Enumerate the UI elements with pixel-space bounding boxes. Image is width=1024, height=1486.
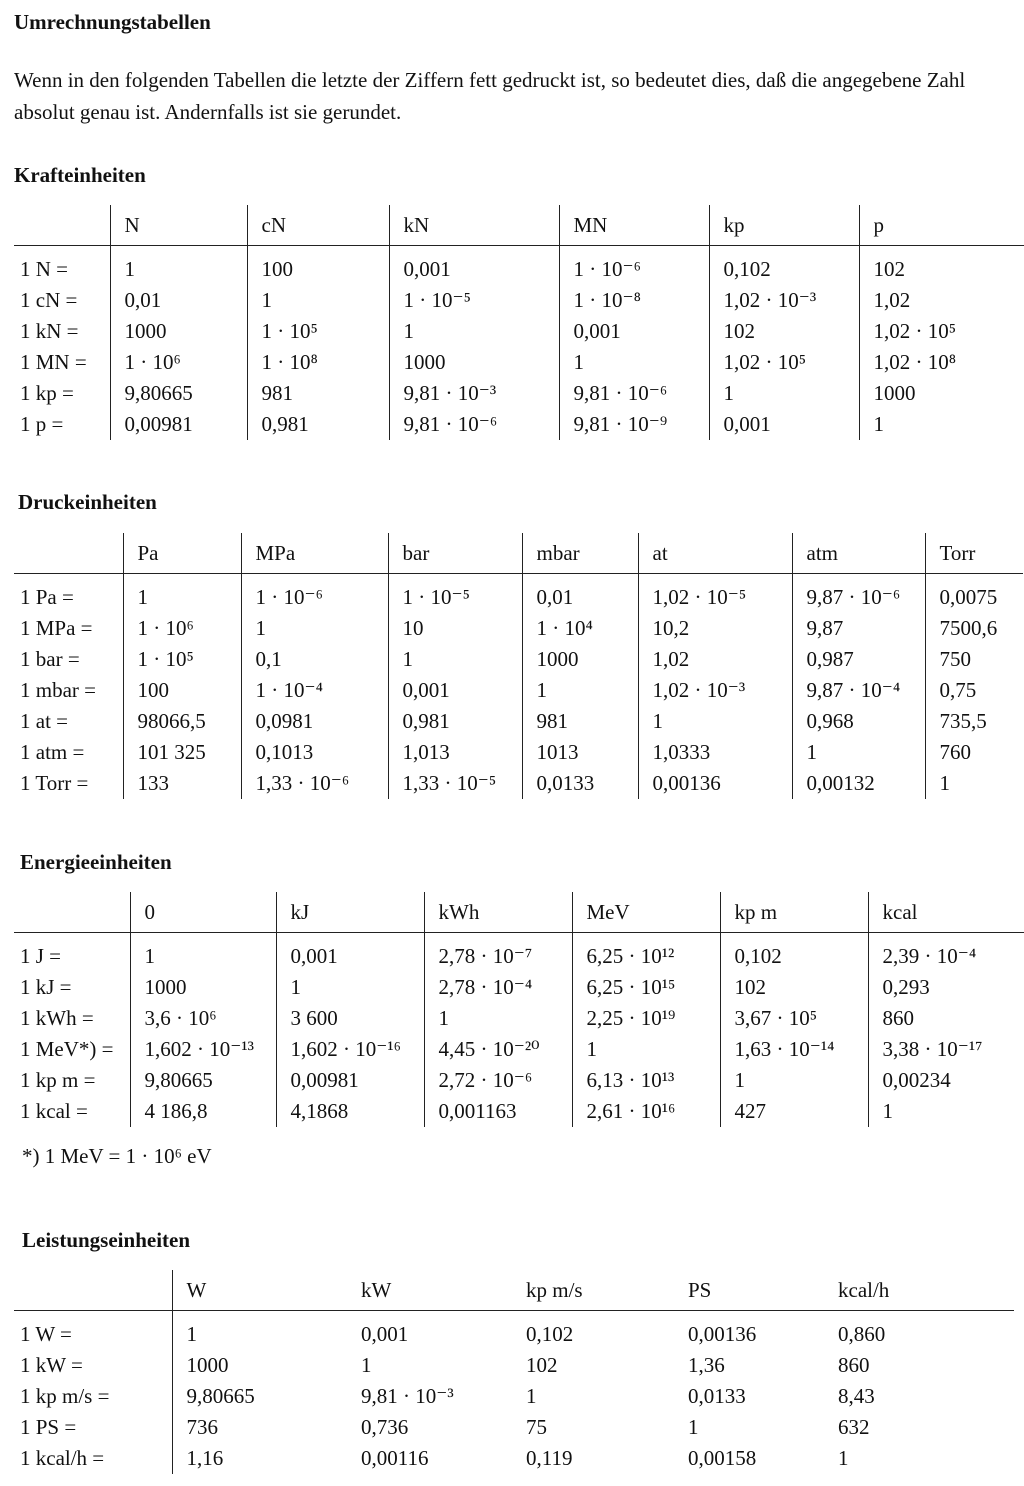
table-row	[14, 768, 1023, 799]
value-cell: 1000	[522, 644, 638, 675]
value-cell: 1	[572, 1034, 720, 1065]
value-cell: 1	[868, 1096, 1024, 1127]
value-cell: 2,25 · 10¹⁹	[572, 1003, 720, 1034]
value-cell: 1,02	[638, 644, 792, 675]
row-label: 1 kp =	[20, 381, 74, 405]
column-header: kcal/h	[824, 1270, 1014, 1311]
table-row	[14, 1065, 1024, 1096]
header-row	[14, 1270, 1014, 1311]
table-row	[14, 347, 1024, 378]
value-cell: 1	[559, 347, 709, 378]
value-cell: 98066,5	[123, 706, 241, 737]
value-cell: 9,81 · 10⁻⁶	[559, 378, 709, 409]
value-cell: 3 600	[276, 1003, 424, 1034]
value-cell: 1	[172, 1311, 347, 1351]
page-title: Umrechnungstabellen	[14, 10, 211, 34]
value-cell: 0,75	[925, 675, 1023, 706]
table-row	[14, 644, 1023, 675]
value-cell: 1	[361, 1353, 372, 1377]
column-header: kN	[389, 205, 559, 246]
value-cell: 0,001	[388, 675, 522, 706]
value-cell: 1	[526, 1384, 537, 1408]
row-label: 1 kJ =	[20, 975, 72, 999]
value-cell: 0,01	[110, 285, 247, 316]
value-cell: 1	[130, 933, 276, 973]
value-cell: 3,6 · 10⁶	[130, 1003, 276, 1034]
value-cell: 1,02 · 10⁻⁵	[638, 574, 792, 614]
value-cell: 0,981	[388, 706, 522, 737]
value-cell: 1,602 · 10⁻¹⁶	[276, 1034, 424, 1065]
value-cell: 860	[838, 1353, 870, 1377]
header-row	[14, 205, 1024, 246]
value-cell: 1 · 10⁶	[123, 613, 241, 644]
energie-footnote: *) 1 MeV = 1 · 10⁶ eV	[22, 1144, 212, 1168]
row-label: 1 kWh =	[20, 1006, 94, 1030]
section-title-leistung: Leistungseinheiten	[22, 1228, 191, 1252]
value-cell: 1,63 · 10⁻¹⁴	[720, 1034, 868, 1065]
row-label: 1 p =	[20, 412, 64, 436]
value-cell: 1,02 · 10⁵	[709, 347, 859, 378]
value-cell: 0,293	[868, 972, 1024, 1003]
table-row	[14, 1034, 1024, 1065]
row-label: 1 kcal =	[20, 1099, 88, 1123]
row-label: 1 kW =	[20, 1353, 83, 1377]
row-label: 1 mbar =	[20, 678, 96, 702]
value-cell: 1 · 10⁻⁸	[559, 285, 709, 316]
value-cell: 1	[838, 1446, 849, 1470]
value-cell: 1000	[110, 316, 247, 347]
header-row	[14, 533, 1023, 574]
value-cell: 981	[522, 706, 638, 737]
value-cell: 1,16	[172, 1443, 347, 1474]
column-header: N	[110, 205, 247, 246]
value-cell: 1	[247, 285, 389, 316]
row-label: 1 N =	[20, 257, 69, 281]
table-row	[14, 933, 1024, 973]
value-cell: 1,02 · 10⁸	[859, 347, 1024, 378]
value-cell: 1,02 · 10⁵	[859, 316, 1024, 347]
value-cell: 1,02 · 10⁻³	[709, 285, 859, 316]
value-cell: 0,102	[709, 246, 859, 286]
value-cell: 0,1	[241, 644, 388, 675]
value-cell: 1	[688, 1415, 699, 1439]
column-header: MN	[559, 205, 709, 246]
value-cell: 0,102	[720, 933, 868, 973]
table-row	[14, 316, 1024, 347]
value-cell: 1 · 10⁶	[110, 347, 247, 378]
value-cell: 133	[123, 768, 241, 799]
row-label: 1 W =	[20, 1322, 72, 1346]
value-cell: 0,0133	[522, 768, 638, 799]
value-cell: 102	[859, 246, 1024, 286]
value-cell: 1,02 · 10⁻³	[638, 675, 792, 706]
column-header: kp	[709, 205, 859, 246]
value-cell: 0,102	[526, 1322, 574, 1346]
value-cell: 6,25 · 10¹²	[572, 933, 720, 973]
intro-text: Wenn in den folgenden Tabellen die letzte der Ziffern fett gedruckt ist, so bedeutet dies, daß die angegebene Zahl absolut genau ist. Andernfalls ist sie gerundet.	[14, 68, 966, 124]
column-header: 0	[130, 892, 276, 933]
row-label: 1 PS =	[20, 1415, 77, 1439]
column-header: kp m	[720, 892, 868, 933]
column-header: Pa	[123, 533, 241, 574]
value-cell: 1 · 10⁻⁶	[559, 246, 709, 286]
value-cell: 2,61 · 10¹⁶	[572, 1096, 720, 1127]
row-label: 1 MN =	[20, 350, 87, 374]
value-cell: 1	[276, 972, 424, 1003]
table-kraft	[14, 205, 1024, 440]
row-label: 1 at =	[20, 709, 68, 733]
column-header: cN	[247, 205, 389, 246]
value-cell: 10	[388, 613, 522, 644]
column-header: kp m/s	[512, 1270, 674, 1311]
value-cell: 0,00158	[688, 1446, 757, 1470]
value-cell: 1	[638, 706, 792, 737]
value-cell: 750	[925, 644, 1023, 675]
row-label: 1 MeV*) =	[20, 1037, 114, 1061]
column-header: Torr	[925, 533, 1023, 574]
value-cell: 0,968	[792, 706, 925, 737]
value-cell: 6,13 · 10¹³	[572, 1065, 720, 1096]
value-cell: 9,81 · 10⁻⁹	[559, 409, 709, 440]
value-cell: 9,81 · 10⁻³	[361, 1384, 454, 1408]
column-header: kcal	[868, 892, 1024, 933]
table-row	[14, 409, 1024, 440]
table-row	[14, 1096, 1024, 1127]
value-cell: 3,67 · 10⁵	[720, 1003, 868, 1034]
value-cell: 981	[247, 378, 389, 409]
value-cell: 1 · 10⁻⁶	[241, 574, 388, 614]
value-cell: 0,001	[389, 246, 559, 286]
table-row	[14, 1003, 1024, 1034]
value-cell: 1	[123, 574, 241, 614]
value-cell: 0,00234	[868, 1065, 1024, 1096]
value-cell: 1	[241, 613, 388, 644]
section-title-kraft: Krafteinheiten	[14, 163, 146, 187]
row-label: 1 atm =	[20, 740, 85, 764]
column-header: kWh	[424, 892, 572, 933]
value-cell: 1	[792, 737, 925, 768]
value-cell: 0,0075	[925, 574, 1023, 614]
value-cell: 102	[526, 1353, 558, 1377]
table-row	[14, 1443, 1014, 1474]
value-cell: 1,36	[688, 1353, 725, 1377]
value-cell: 101 325	[123, 737, 241, 768]
column-header: MPa	[241, 533, 388, 574]
row-label: 1 J =	[20, 944, 62, 968]
column-header: PS	[674, 1270, 824, 1311]
value-cell: 1	[925, 768, 1023, 799]
value-cell: 10,2	[638, 613, 792, 644]
value-cell: 8,43	[838, 1384, 875, 1408]
value-cell: 0,00132	[792, 768, 925, 799]
table-row	[14, 1350, 1014, 1381]
row-label: 1 Torr =	[20, 771, 89, 795]
column-header: kJ	[276, 892, 424, 933]
value-cell: 0,0981	[241, 706, 388, 737]
value-cell: 2,78 · 10⁻⁷	[424, 933, 572, 973]
corner-cell	[14, 533, 123, 574]
value-cell: 0,00981	[276, 1065, 424, 1096]
value-cell: 7500,6	[925, 613, 1023, 644]
value-cell: 9,81 · 10⁻⁶	[389, 409, 559, 440]
table-row	[14, 378, 1024, 409]
value-cell: 102	[709, 316, 859, 347]
table-row	[14, 1311, 1014, 1351]
value-cell: 0,00136	[688, 1322, 757, 1346]
column-header: bar	[388, 533, 522, 574]
druck-table	[14, 533, 1023, 799]
table-energie	[14, 892, 1024, 1127]
value-cell: 1,33 · 10⁻⁵	[388, 768, 522, 799]
value-cell: 0,1013	[241, 737, 388, 768]
value-cell: 9,80665	[130, 1065, 276, 1096]
row-label: 1 kN =	[20, 319, 79, 343]
column-header: MeV	[572, 892, 720, 933]
value-cell: 2,72 · 10⁻⁶	[424, 1065, 572, 1096]
value-cell: 9,87 · 10⁻⁶	[792, 574, 925, 614]
value-cell: 427	[720, 1096, 868, 1127]
value-cell: 0,119	[526, 1446, 573, 1470]
row-label: 1 MPa =	[20, 616, 93, 640]
value-cell: 0,00116	[361, 1446, 429, 1470]
value-cell: 0,01	[522, 574, 638, 614]
section-title-druck: Druckeinheiten	[18, 490, 157, 514]
value-cell: 100	[123, 675, 241, 706]
value-cell: 0,001163	[424, 1096, 572, 1127]
column-header: W	[172, 1270, 347, 1311]
value-cell: 1,0333	[638, 737, 792, 768]
value-cell: 4,45 · 10⁻²⁰	[424, 1034, 572, 1065]
value-cell: 860	[868, 1003, 1024, 1034]
value-cell: 0,001	[709, 409, 859, 440]
value-cell: 1	[720, 1065, 868, 1096]
value-cell: 0,987	[792, 644, 925, 675]
value-cell: 1,602 · 10⁻¹³	[130, 1034, 276, 1065]
value-cell: 3,38 · 10⁻¹⁷	[868, 1034, 1024, 1065]
value-cell: 9,87 · 10⁻⁴	[792, 675, 925, 706]
value-cell: 0,001	[361, 1322, 409, 1346]
value-cell: 1 · 10⁴	[522, 613, 638, 644]
value-cell: 9,80665	[172, 1381, 347, 1412]
value-cell: 1 · 10⁵	[123, 644, 241, 675]
value-cell: 9,80665	[110, 378, 247, 409]
column-header: atm	[792, 533, 925, 574]
value-cell: 632	[838, 1415, 870, 1439]
value-cell: 1000	[130, 972, 276, 1003]
table-row	[14, 1381, 1014, 1412]
value-cell: 0,981	[247, 409, 389, 440]
value-cell: 1 · 10⁸	[247, 347, 389, 378]
section-title-energie: Energieeinheiten	[20, 850, 172, 874]
value-cell: 1013	[522, 737, 638, 768]
column-header: kW	[347, 1270, 512, 1311]
corner-cell	[14, 1270, 172, 1311]
header-row	[14, 892, 1024, 933]
value-cell: 0,736	[361, 1415, 409, 1439]
value-cell: 1 · 10⁻⁵	[388, 574, 522, 614]
value-cell: 100	[247, 246, 389, 286]
column-header: mbar	[522, 533, 638, 574]
table-row	[14, 1412, 1014, 1443]
corner-cell	[14, 892, 130, 933]
value-cell: 1,33 · 10⁻⁶	[241, 768, 388, 799]
value-cell: 1 · 10⁻⁵	[389, 285, 559, 316]
column-header: at	[638, 533, 792, 574]
corner-cell	[14, 205, 110, 246]
value-cell: 4,1868	[276, 1096, 424, 1127]
value-cell: 1 · 10⁵	[247, 316, 389, 347]
value-cell: 736	[172, 1412, 347, 1443]
value-cell: 1000	[389, 347, 559, 378]
table-row	[14, 246, 1024, 286]
value-cell: 0,00136	[638, 768, 792, 799]
row-label: 1 Pa =	[20, 585, 74, 609]
table-row	[14, 613, 1023, 644]
value-cell: 102	[720, 972, 868, 1003]
table-row	[14, 574, 1023, 614]
table-row	[14, 972, 1024, 1003]
row-label: 1 kcal/h =	[20, 1446, 105, 1470]
value-cell: 1000	[172, 1350, 347, 1381]
value-cell: 1,013	[388, 737, 522, 768]
value-cell: 1	[424, 1003, 572, 1034]
value-cell: 1	[110, 246, 247, 286]
value-cell: 1,02	[859, 285, 1024, 316]
value-cell: 0,001	[559, 316, 709, 347]
value-cell: 2,39 · 10⁻⁴	[868, 933, 1024, 973]
table-row	[14, 737, 1023, 768]
value-cell: 0,00981	[110, 409, 247, 440]
value-cell: 735,5	[925, 706, 1023, 737]
value-cell: 6,25 · 10¹⁵	[572, 972, 720, 1003]
value-cell: 75	[526, 1415, 547, 1439]
table-row	[14, 285, 1024, 316]
value-cell: 0,001	[276, 933, 424, 973]
kraft-table	[14, 205, 1024, 440]
value-cell: 9,87	[792, 613, 925, 644]
row-label: 1 bar =	[20, 647, 80, 671]
table-row	[14, 706, 1023, 737]
table-leistung	[14, 1270, 1014, 1474]
value-cell: 1 · 10⁻⁴	[241, 675, 388, 706]
value-cell: 9,81 · 10⁻³	[389, 378, 559, 409]
leistung-table	[14, 1270, 1014, 1474]
value-cell: 4 186,8	[130, 1096, 276, 1127]
value-cell: 1	[522, 675, 638, 706]
value-cell: 1	[389, 316, 559, 347]
row-label: 1 kp m/s =	[20, 1384, 110, 1408]
value-cell: 0,0133	[688, 1384, 746, 1408]
value-cell: 1000	[859, 378, 1024, 409]
row-label: 1 kp m =	[20, 1068, 96, 1092]
value-cell: 1	[709, 378, 859, 409]
value-cell: 1	[388, 644, 522, 675]
table-row	[14, 675, 1023, 706]
row-label: 1 cN =	[20, 288, 78, 312]
energie-table	[14, 892, 1024, 1127]
column-header: p	[859, 205, 1024, 246]
value-cell: 1	[859, 409, 1024, 440]
value-cell: 760	[925, 737, 1023, 768]
table-druck	[14, 533, 1023, 799]
value-cell: 0,860	[838, 1322, 886, 1346]
value-cell: 2,78 · 10⁻⁴	[424, 972, 572, 1003]
